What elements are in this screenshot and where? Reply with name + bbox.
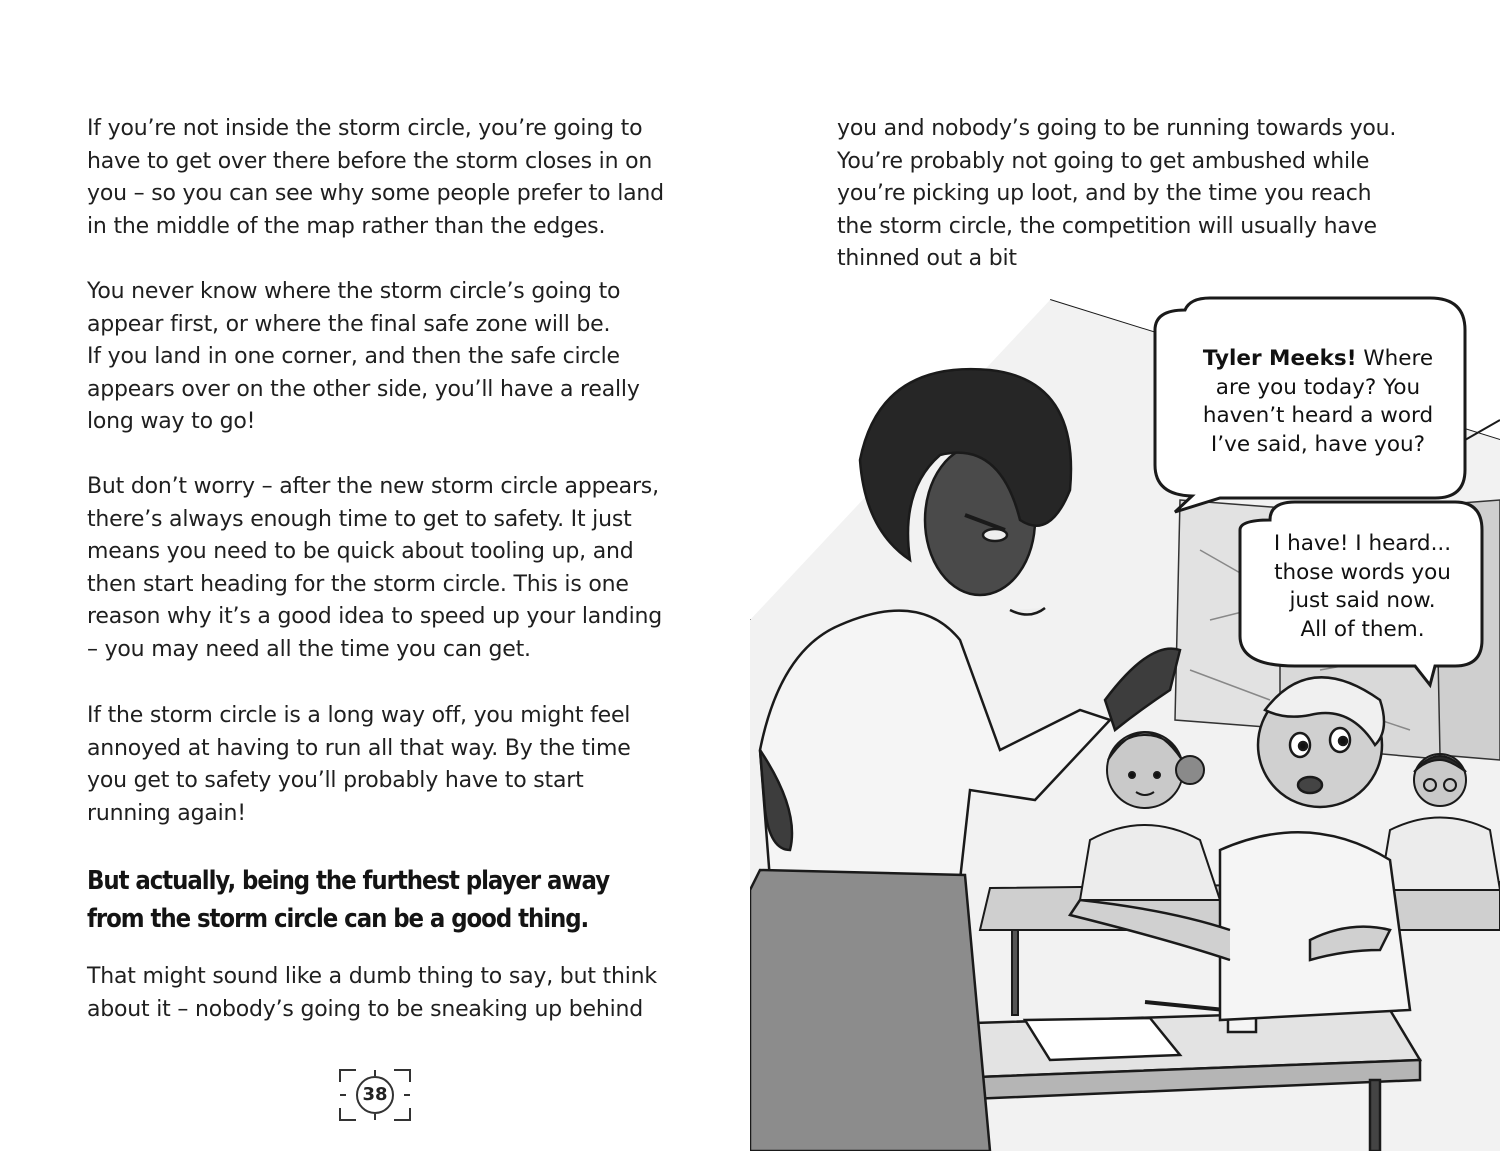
speech-line: just said now. [1289, 588, 1436, 613]
speech-name: Tyler Meeks! [1202, 346, 1357, 371]
text-line: You never know where the storm circle’s going to [87, 279, 621, 304]
comic-illustration [750, 290, 1500, 1151]
text-line: long way to go! [87, 409, 256, 435]
text-line: running again! [87, 800, 246, 826]
paragraph-5 [87, 961, 657, 1026]
text-line: there’s always enough time to get to safety. It just [87, 506, 632, 532]
teacher-skirt [750, 870, 990, 1151]
text-line: reason why it’s a good idea to speed up your landing [87, 604, 662, 630]
speech-line: those words you [1274, 559, 1451, 585]
paragraph-1 [87, 113, 664, 243]
text-line: then start heading for the storm circle. This is one [87, 571, 629, 597]
heading-line: from the storm circle can be a good thing. [87, 904, 589, 934]
text-line: in the middle of the map rather than the edges. [87, 213, 606, 239]
text-line: That might sound like a dumb thing to say, but think [87, 964, 657, 989]
paragraph-continued [837, 113, 1396, 276]
teacher-speech-text [1178, 345, 1458, 459]
text-line: annoyed at having to run all that way. By the time [87, 735, 631, 761]
student-speech-text [1250, 530, 1475, 644]
text-line: If the storm circle is a long way off, you might feel [87, 703, 631, 728]
text-line: you and nobody’s going to be running towards you. [837, 116, 1397, 141]
text-line: about it – nobody’s going to be sneaking up behind [87, 996, 644, 1022]
right-page [750, 0, 1500, 1151]
text-line: you get to safety you’ll probably have to start [87, 768, 584, 794]
speech-line: are you today? You [1215, 374, 1421, 400]
paragraph-2 [87, 276, 640, 439]
text-line: you’re picking up loot, and by the time you reach [837, 181, 1372, 207]
text-line: you – so you can see why some people prefer to land [87, 181, 664, 207]
speech-line: Where [1363, 346, 1434, 371]
text-line: have to get over there before the storm closes in on [87, 148, 653, 174]
text-line: But don’t worry – after the new storm circle appears, [87, 474, 659, 499]
text-line: appear first, or where the final safe zone will be. [87, 311, 611, 337]
speech-line: haven’t heard a word [1202, 403, 1434, 428]
text-line: You’re probably not going to get ambushed while [837, 148, 1370, 174]
paragraph-4 [87, 700, 631, 830]
text-line: If you’re not inside the storm circle, you’re going to [87, 116, 643, 141]
page-number [338, 1068, 412, 1122]
section-heading [87, 862, 609, 938]
speech-line: I’ve said, have you? [1210, 431, 1426, 457]
speech-line: All of them. [1300, 616, 1425, 642]
text-line: – you may need all the time you can get. [87, 636, 531, 662]
text-line: appears over on the other side, you’ll have a really [87, 376, 640, 402]
speech-line: I have! I heard... [1273, 531, 1452, 556]
paragraph-3 [87, 471, 662, 667]
page-number-text: 38 [362, 1084, 388, 1105]
text-line: thinned out a bit [837, 246, 1017, 272]
text-line: the storm circle, the competition will usually have [837, 213, 1377, 239]
text-line: means you need to be quick about tooling up, and [87, 539, 634, 565]
text-line: If you land in one corner, and then the safe circle [87, 344, 620, 370]
heading-line: But actually, being the furthest player away [87, 866, 610, 896]
